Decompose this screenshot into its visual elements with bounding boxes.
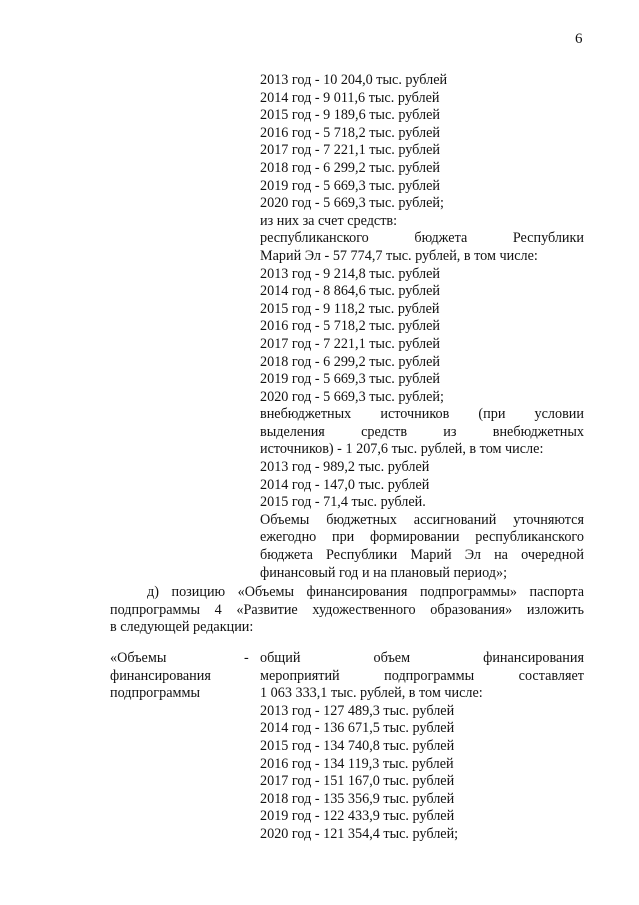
passport-dash: - — [244, 650, 249, 666]
year-extra-line: 2015 год - 71,4 тыс. рублей. — [260, 494, 426, 511]
passport-label-line: «Объемы — [110, 650, 167, 666]
passport-year-line: 2018 год - 135 356,9 тыс. рублей — [260, 790, 455, 807]
passport-total-line: 1 063 333,1 тыс. рублей, в том числе: — [260, 685, 483, 702]
passport-year-line: 2015 год - 134 740,8 тыс. рублей — [260, 737, 455, 754]
extra-budget-line: выделения средств из внебюджетных — [260, 423, 584, 440]
year-republic-line: 2020 год - 5 669,3 тыс. рублей; — [260, 388, 444, 405]
passport-body — [260, 650, 584, 844]
passport-total-line: мероприятий подпрограммы составляет — [260, 667, 584, 684]
passport-year-line: 2014 год - 136 671,5 тыс. рублей — [260, 720, 455, 737]
note-line: бюджета Республики Марий Эл на очередной — [260, 547, 584, 564]
year-total-line: 2015 год - 9 189,6 тыс. рублей — [260, 107, 440, 124]
year-extra-line: 2014 год - 147,0 тыс. рублей — [260, 476, 430, 493]
passport-year-line: 2016 год - 134 119,3 тыс. рублей — [260, 755, 454, 772]
passport-label-line: финансирования — [110, 667, 211, 684]
paragraph-d-line: д) позицию «Объемы финансирования подпрограммы» паспорта — [147, 584, 584, 600]
note-line: ежегодно при формировании республиканского — [260, 529, 584, 546]
republic-budget-total: Марий Эл - 57 774,7 тыс. рублей, в том числе: — [260, 247, 538, 264]
year-total-line: 2018 год - 6 299,2 тыс. рублей — [260, 159, 440, 176]
paragraph-d-line: подпрограммы 4 «Развитие художественного образования» изложить — [110, 601, 584, 618]
extra-budget-line: внебюджетных источников (при условии — [260, 406, 584, 423]
passport-year-line: 2017 год - 151 167,0 тыс. рублей — [260, 773, 455, 790]
page-number: 6 — [575, 31, 583, 47]
funding-continuation-block — [260, 72, 584, 582]
year-total-line: 2019 год - 5 669,3 тыс. рублей — [260, 177, 440, 194]
note-line: Объемы бюджетных ассигнований уточняются — [260, 511, 584, 528]
year-extra-line: 2013 год - 989,2 тыс. рублей — [260, 459, 430, 476]
year-total-line: 2017 год - 7 221,1 тыс. рублей — [260, 142, 440, 159]
year-republic-line: 2016 год - 5 718,2 тыс. рублей — [260, 318, 440, 335]
passport-total-line: общий объем финансирования — [260, 650, 584, 666]
passport-year-line: 2013 год - 127 489,3 тыс. рублей — [260, 702, 455, 719]
year-republic-line: 2014 год - 8 864,6 тыс. рублей — [260, 283, 440, 300]
year-republic-line: 2015 год - 9 118,2 тыс. рублей — [260, 300, 440, 317]
paragraph-d-line: в следующей редакции: — [110, 619, 254, 636]
passport-label — [110, 650, 250, 703]
extra-budget-total: источников) - 1 207,6 тыс. рублей, в том числе: — [260, 441, 544, 458]
passport-label-line: подпрограммы — [110, 685, 200, 702]
year-republic-line: 2013 год - 9 214,8 тыс. рублей — [260, 265, 440, 282]
year-total-line: 2016 год - 5 718,2 тыс. рублей — [260, 124, 440, 141]
republic-budget-line: республиканского бюджета Республики — [260, 230, 584, 247]
year-republic-line: 2017 год - 7 221,1 тыс. рублей — [260, 335, 440, 352]
note-line: финансовый год и на плановый период»; — [260, 564, 508, 581]
paragraph-d — [110, 584, 584, 637]
year-republic-line: 2019 год - 5 669,3 тыс. рублей — [260, 371, 440, 388]
year-total-line: 2014 год - 9 011,6 тыс. рублей — [260, 89, 440, 106]
year-total-line: 2020 год - 5 669,3 тыс. рублей; — [260, 195, 444, 212]
passport-year-line: 2020 год - 121 354,4 тыс. рублей; — [260, 825, 459, 842]
from-sources-label: из них за счет средств: — [260, 212, 398, 229]
passport-year-line: 2019 год - 122 433,9 тыс. рублей — [260, 808, 455, 825]
year-republic-line: 2018 год - 6 299,2 тыс. рублей — [260, 353, 440, 370]
year-total-line: 2013 год - 10 204,0 тыс. рублей — [260, 72, 448, 88]
